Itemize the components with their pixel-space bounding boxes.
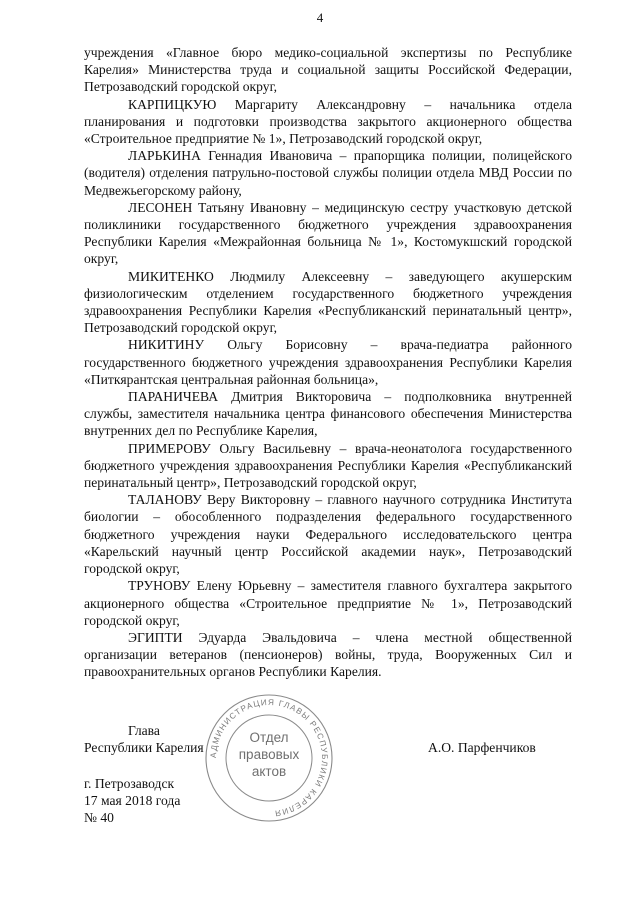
paragraph: НИКИТИНУ Ольгу Борисовну – врача-педиатра районного государственного бюджетного учреждения здравоохранения Республики Карелия «Питкярантская центральная районная больница»,	[84, 337, 572, 387]
signature-title-line2: Республики Карелия	[84, 740, 204, 755]
paragraph: ЛАРЬКИНА Геннадия Ивановича – прапорщика полиции, полицейского (водителя) отделения патрульно-постовой службы полиции отдела МВД России по Медвежьегорскому району,	[84, 148, 572, 198]
official-stamp	[203, 692, 335, 824]
paragraph: ТРУНОВУ Елену Юрьевну – заместителя главного бухгалтера закрытого акционерного общества «Строительное предприятие № 1», Петрозаводский городской округ,	[84, 578, 572, 628]
paragraph: ЛЕСОНЕН Татьяну Ивановну – медицинскую сестру участковую детской поликлиники государственного бюджетного учреждения здравоохранения Республики Карелия «Межрайонная больница № 1», Костомукшский городской округ,	[84, 199, 572, 267]
stamp-ring-text: АДМИНИСТРАЦИЯ ГЛАВЫ РЕСПУБЛИКИ КАРЕЛИЯ	[208, 697, 330, 818]
document-body	[84, 44, 572, 681]
stamp-center-line1: Отдел	[249, 730, 289, 745]
stamp-center-line2: правовых	[238, 747, 300, 762]
footer-city: г. Петрозаводск	[84, 776, 175, 791]
paragraph: ТАЛАНОВУ Веру Викторовну – главного научного сотрудника Института биологии – обособленного подразделения федерального государственного бюджетного учреждения науки Федерального исследовательского центра «Карельский научный центр Российской академии наук», Петрозаводский городской округ,	[84, 492, 572, 577]
footer-number: № 40	[84, 810, 114, 825]
page-number: 4	[316, 10, 324, 25]
paragraph: МИКИТЕНКО Людмилу Алексеевну – заведующего акушерским физиологическим отделением государственного бюджетного учреждения здравоохранения Республики Карелия «Республиканский перинатальный центр», Петрозаводский городской округ,	[84, 268, 572, 336]
signatory-name: А.О. Парфенчиков	[428, 740, 536, 755]
signature-title-line1: Глава	[128, 723, 160, 738]
paragraph: ПАРАНИЧЕВА Дмитрия Викторовича – подполковника внутренней службы, заместителя начальника центра финансового обеспечения Министерства внутренних дел по Республике Карелия,	[84, 389, 572, 439]
stamp-center-line3: актов	[251, 764, 287, 779]
paragraph: учреждения «Главное бюро медико-социальной экспертизы по Республике Карелия» Министерства труда и социальной защиты Российской Федерации, Петрозаводский городской округ,	[84, 45, 572, 95]
paragraph: КАРПИЦКУЮ Маргариту Александровну – начальника отдела планирования и подготовки производства закрытого акционерного общества «Строительное предприятие № 1», Петрозаводский городской округ,	[84, 96, 572, 147]
footer-date: 17 мая 2018 года	[84, 793, 181, 808]
paragraph: ЭГИПТИ Эдуарда Эвальдовича – члена местной общественной организации ветеранов (пенсионеров) войны, труда, Вооруженных Сил и правоохранительных органов Республики Карелия.	[84, 629, 572, 680]
paragraph: ПРИМЕРОВУ Ольгу Васильевну – врача-неонатолога государственного бюджетного учреждения здравоохранения Республики Карелия «Республиканский перинатальный центр», Петрозаводский городской округ,	[84, 440, 572, 491]
